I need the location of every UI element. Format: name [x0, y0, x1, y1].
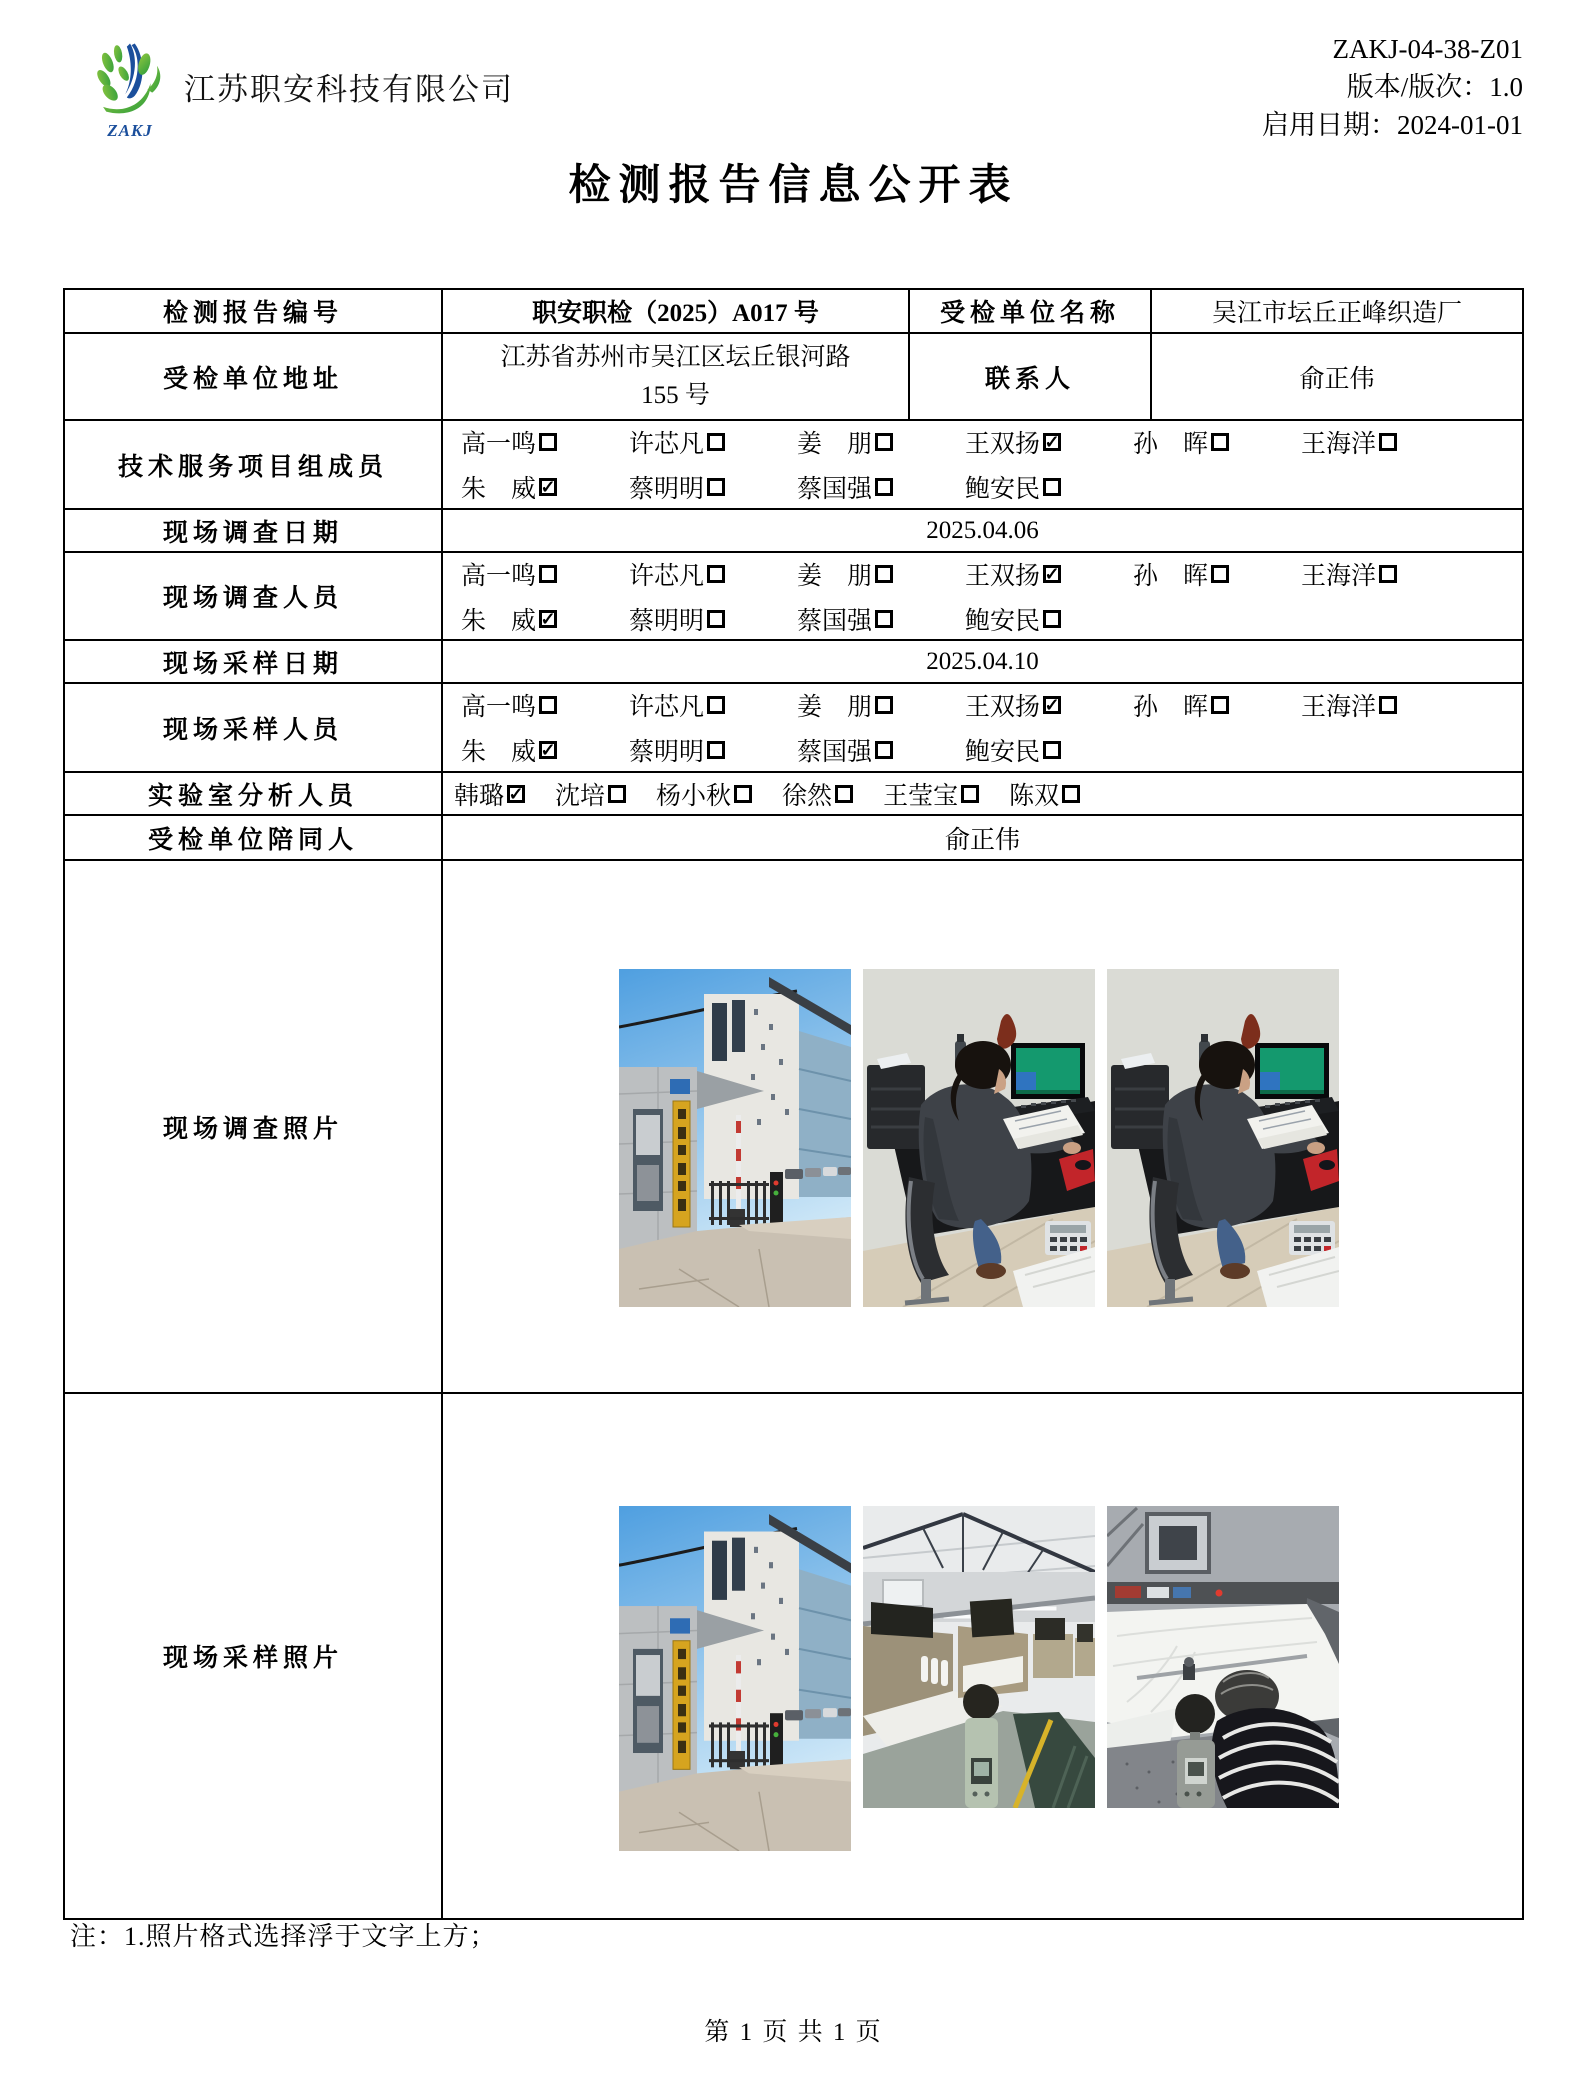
staff-checkbox-item — [461, 424, 583, 460]
survey-date-value: 2025.04.06 — [441, 510, 1522, 551]
staff-checkbox-item — [461, 601, 583, 637]
staff-checkbox-item — [629, 601, 751, 637]
checkbox-unchecked-icon — [707, 741, 725, 759]
page-title: 检测报告信息公开表 — [568, 163, 1019, 209]
survey-staff-members — [441, 553, 1522, 639]
staff-checkbox-item — [965, 556, 1087, 592]
lab-staff-members — [441, 773, 1522, 814]
row-sampling-date — [65, 639, 1522, 682]
staff-checkbox-item — [797, 424, 919, 460]
address-line-2: 155 号 — [641, 381, 710, 409]
staff-name: 蔡国强 — [797, 607, 873, 635]
checkbox-unchecked-icon — [1062, 785, 1080, 803]
checkbox-unchecked-icon — [875, 741, 893, 759]
report-no-value: 职安职检（2025）A017 号 — [441, 290, 908, 332]
row-address — [65, 332, 1522, 419]
staff-name: 朱 威 — [461, 607, 537, 635]
document-control-block — [1262, 30, 1523, 144]
staff-name: 王海洋 — [1301, 694, 1377, 721]
contact-label: 联系人 — [908, 334, 1150, 419]
checkbox-unchecked-icon — [875, 610, 893, 628]
checkbox-unchecked-icon — [1211, 565, 1229, 583]
staff-checkbox-item — [782, 776, 853, 812]
staff-checkbox-item — [965, 732, 1087, 768]
checkbox-unchecked-icon — [707, 696, 725, 714]
staff-name: 蔡明明 — [629, 476, 705, 503]
checkbox-unchecked-icon — [707, 478, 725, 496]
team-members — [441, 421, 1522, 508]
staff-checkbox-item — [797, 601, 919, 637]
staff-checkbox-item — [797, 732, 919, 768]
checkbox-unchecked-icon — [1379, 696, 1397, 714]
staff-name: 高一鸣 — [461, 694, 537, 721]
checkbox-unchecked-icon — [1379, 433, 1397, 451]
row-lab-staff — [65, 771, 1522, 814]
checkbox-checked-icon: ✓ — [540, 740, 556, 760]
staff-name: 孙 晖 — [1133, 562, 1209, 590]
sampling-staff-line1 — [461, 687, 1423, 723]
photo-factory-gate-2 — [619, 1506, 851, 1851]
staff-checkbox-item — [965, 424, 1087, 460]
staff-name: 姜 朋 — [797, 431, 873, 458]
staff-checkbox-item — [797, 687, 919, 723]
staff-name: 高一鸣 — [461, 431, 537, 458]
lab-staff-label: 实验室分析人员 — [147, 782, 358, 810]
logo-text: ZAKJ — [107, 121, 153, 140]
checkbox-unchecked-icon — [734, 785, 752, 803]
staff-checkbox-item — [461, 687, 583, 723]
staff-checkbox-item — [629, 687, 751, 723]
photo-weaving-workshop — [863, 1506, 1095, 1808]
page-number: 第 1 页 共 1 页 — [704, 2019, 883, 2046]
staff-name: 王双扬 — [965, 694, 1041, 721]
staff-checkbox-item — [629, 424, 751, 460]
staff-name: 杨小秋 — [656, 782, 732, 810]
version-line: 版本/版次：1.0 — [1346, 72, 1523, 102]
staff-checkbox-item — [1301, 424, 1423, 460]
checkbox-checked-icon: ✓ — [1044, 563, 1060, 584]
staff-name: 朱 威 — [461, 476, 537, 503]
staff-name: 鲍安民 — [965, 476, 1041, 503]
staff-checkbox-item — [461, 469, 583, 505]
staff-name: 姜 朋 — [797, 562, 873, 590]
team-members-line1 — [461, 424, 1423, 460]
staff-name: 韩璐 — [454, 782, 505, 810]
staff-name: 王双扬 — [965, 562, 1041, 590]
sampling-staff-members — [441, 684, 1522, 771]
checkbox-checked-icon: ✓ — [1044, 695, 1060, 715]
staff-checkbox-item — [461, 732, 583, 768]
staff-name: 蔡明明 — [629, 739, 705, 766]
staff-checkbox-item — [461, 556, 583, 592]
staff-name: 蔡明明 — [629, 607, 705, 635]
address-line-1: 江苏省苏州市吴江区坛丘银河路 — [500, 343, 851, 371]
staff-checkbox-item — [1009, 776, 1080, 812]
staff-name: 姜 朋 — [797, 694, 873, 721]
checkbox-checked-icon: ✓ — [508, 783, 524, 804]
staff-checkbox-item — [1133, 556, 1255, 592]
team-members-line2 — [461, 469, 1087, 505]
staff-name: 徐然 — [782, 782, 833, 810]
staff-name: 沈培 — [555, 782, 606, 810]
staff-name: 孙 晖 — [1133, 694, 1209, 721]
address-label: 受检单位地址 — [162, 365, 343, 393]
sampling-staff-label: 现场采样人员 — [162, 716, 343, 744]
staff-name: 朱 威 — [461, 739, 537, 766]
row-sampling-photos — [65, 1392, 1522, 1918]
staff-name: 孙 晖 — [1133, 431, 1209, 458]
staff-checkbox-item — [1301, 687, 1423, 723]
company-logo — [82, 34, 178, 140]
logo-graphic-icon — [82, 34, 178, 118]
row-survey-staff — [65, 551, 1522, 639]
staff-checkbox-item — [629, 732, 751, 768]
sampling-date-label: 现场采样日期 — [162, 650, 343, 678]
lab-staff-line — [454, 776, 1080, 812]
checkbox-unchecked-icon — [539, 696, 557, 714]
checkbox-unchecked-icon — [707, 610, 725, 628]
enable-date-line: 启用日期：2024-01-01 — [1262, 110, 1523, 140]
checkbox-unchecked-icon — [539, 565, 557, 583]
survey-staff-line1 — [461, 556, 1423, 592]
org-name-value: 吴江市坛丘正峰织造厂 — [1150, 290, 1522, 332]
checkbox-unchecked-icon — [835, 785, 853, 803]
staff-checkbox-item — [965, 601, 1087, 637]
checkbox-unchecked-icon — [1043, 610, 1061, 628]
staff-name: 蔡国强 — [797, 476, 873, 503]
photo-desk-interview-2 — [1107, 969, 1339, 1307]
staff-checkbox-item — [1133, 687, 1255, 723]
staff-checkbox-item — [555, 776, 626, 812]
row-survey-date — [65, 508, 1522, 551]
org-name-label: 受检单位名称 — [908, 290, 1150, 332]
checkbox-checked-icon: ✓ — [540, 608, 556, 629]
address-value — [441, 334, 908, 419]
sampling-staff-line2 — [461, 732, 1087, 768]
row-survey-photos — [65, 859, 1522, 1392]
staff-checkbox-item — [965, 469, 1087, 505]
photo-desk-interview-1 — [863, 969, 1095, 1307]
staff-name: 高一鸣 — [461, 562, 537, 590]
staff-name: 许芯凡 — [629, 431, 705, 458]
row-team — [65, 419, 1522, 508]
staff-name: 王双扬 — [965, 431, 1041, 458]
staff-checkbox-item — [656, 776, 752, 812]
checkbox-unchecked-icon — [875, 433, 893, 451]
checkbox-unchecked-icon — [608, 785, 626, 803]
checkbox-unchecked-icon — [707, 433, 725, 451]
contact-value: 俞正伟 — [1150, 334, 1522, 419]
info-table — [63, 288, 1524, 1920]
staff-name: 许芯凡 — [629, 562, 705, 590]
accompany-label: 受检单位陪同人 — [147, 826, 358, 854]
staff-name: 蔡国强 — [797, 739, 873, 766]
staff-checkbox-item — [629, 469, 751, 505]
survey-staff-label: 现场调查人员 — [162, 585, 343, 612]
staff-checkbox-item — [629, 556, 751, 592]
checkbox-checked-icon: ✓ — [540, 477, 556, 497]
sampling-date-value: 2025.04.10 — [441, 641, 1522, 682]
staff-name: 许芯凡 — [629, 694, 705, 721]
checkbox-unchecked-icon — [1043, 478, 1061, 496]
staff-name: 陈双 — [1009, 782, 1060, 810]
document-code: ZAKJ-04-38-Z01 — [1332, 34, 1523, 64]
row-report-no — [65, 290, 1522, 332]
company-name: 江苏职安科技有限公司 — [184, 72, 514, 107]
photo-factory-gate — [619, 969, 851, 1307]
checkbox-unchecked-icon — [875, 565, 893, 583]
team-label: 技术服务项目组成员 — [117, 453, 388, 481]
survey-date-label: 现场调查日期 — [162, 519, 343, 547]
staff-checkbox-item — [883, 776, 979, 812]
staff-checkbox-item — [965, 687, 1087, 723]
accompany-value: 俞正伟 — [441, 816, 1522, 859]
checkbox-unchecked-icon — [875, 478, 893, 496]
checkbox-unchecked-icon — [1379, 565, 1397, 583]
staff-name: 王海洋 — [1301, 431, 1377, 458]
staff-checkbox-item — [454, 776, 525, 812]
staff-checkbox-item — [1133, 424, 1255, 460]
checkbox-unchecked-icon — [1211, 696, 1229, 714]
photo-noise-measurement — [1107, 1506, 1339, 1808]
staff-checkbox-item — [797, 556, 919, 592]
checkbox-unchecked-icon — [875, 696, 893, 714]
survey-photos-label: 现场调查照片 — [162, 1115, 343, 1143]
survey-staff-line2 — [461, 601, 1087, 637]
staff-name: 王莹宝 — [883, 782, 959, 810]
staff-name: 王海洋 — [1301, 562, 1377, 590]
checkbox-unchecked-icon — [1043, 741, 1061, 759]
survey-photos-cell — [441, 861, 1522, 1392]
sampling-photos-label: 现场采样照片 — [162, 1645, 343, 1672]
footnote: 注：1.照片格式选择浮于文字上方； — [70, 1922, 497, 1951]
row-sampling-staff — [65, 682, 1522, 771]
checkbox-unchecked-icon — [961, 785, 979, 803]
checkbox-unchecked-icon — [1211, 433, 1229, 451]
staff-checkbox-item — [1301, 556, 1423, 592]
staff-name: 鲍安民 — [965, 739, 1041, 766]
checkbox-unchecked-icon — [707, 565, 725, 583]
checkbox-unchecked-icon — [539, 433, 557, 451]
staff-name: 鲍安民 — [965, 607, 1041, 635]
sampling-photos-cell — [441, 1394, 1522, 1918]
report-no-label: 检测报告编号 — [162, 300, 343, 327]
row-accompany — [65, 814, 1522, 859]
checkbox-checked-icon: ✓ — [1044, 432, 1060, 452]
staff-checkbox-item — [797, 469, 919, 505]
